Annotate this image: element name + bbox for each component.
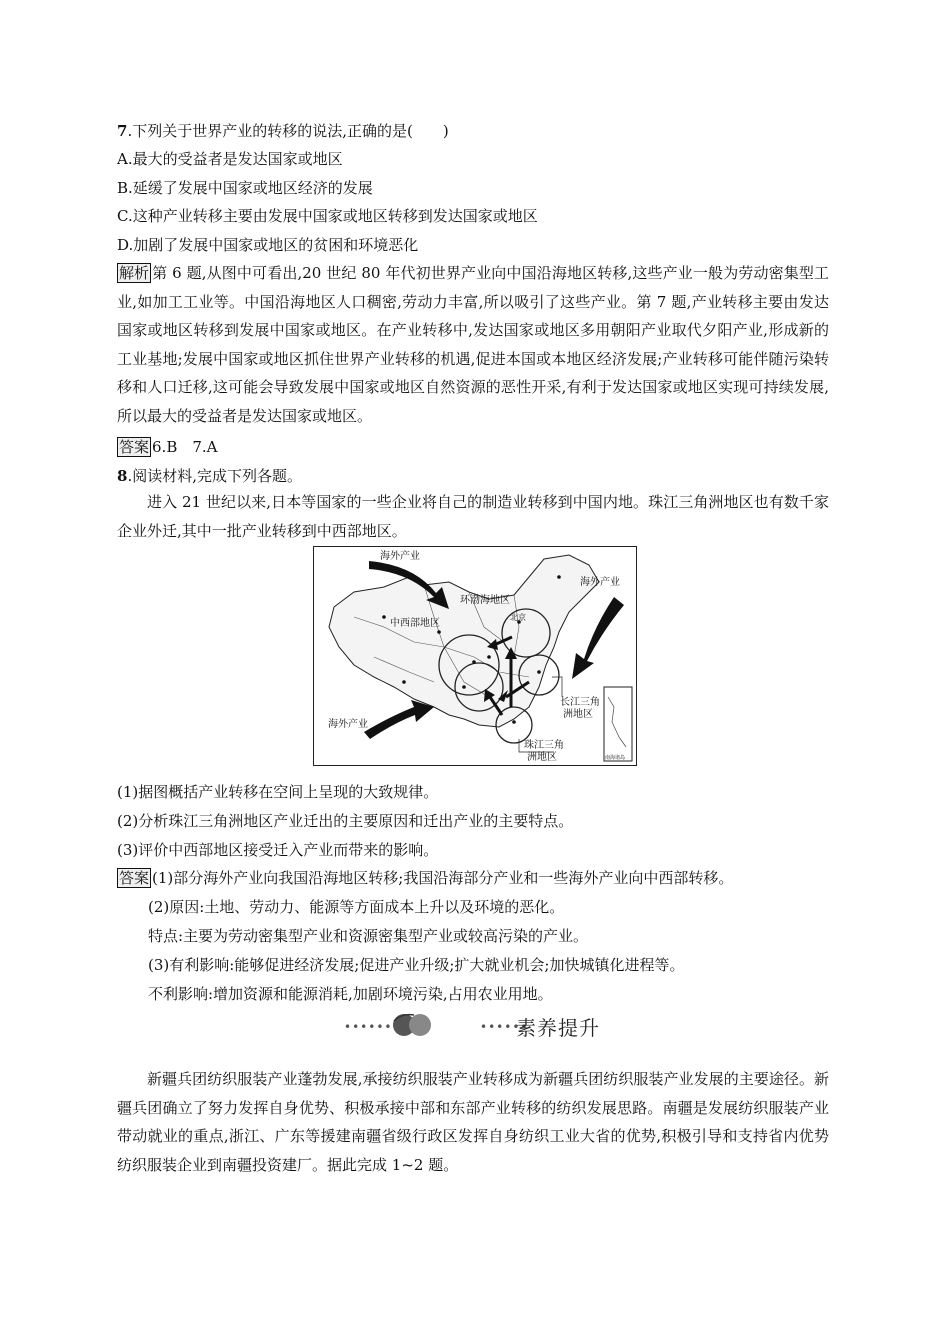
inset-box <box>604 687 632 761</box>
answer8-text-1: (1)部分海外产业向我国沿海地区转移;我国沿海部分产业和一些海外产业向中西部转移。 <box>152 869 734 887</box>
city-dot <box>487 655 491 659</box>
city-dot <box>557 575 561 579</box>
label-beijing: 北京 <box>510 613 526 622</box>
city-dot <box>512 720 516 724</box>
analysis-text: 第 6 题,从图中可看出,20 世纪 80 年代初世界产业向中国沿海地区转移,这些产业一般为劳动密集型工业,如加工工业等。中国沿海地区人口稠密,劳动力丰富,所以吸引了这些产业。第 7 题,产业转移主要由发达国家或地区转移到发展中国家或地区。在产业转移中,发达国家或地区多用朝阳产业取代夕阳产业,形成新的工业基地;发展中国家或地区抓住世界产业转移的机遇,促进本国或本地区经济发展;产业转移可能伴随污染转移和人口迁移,这可能会导致发展中国家或地区自然资源的恶性开采,有利于发达国家或地区实现可持续发展,所以最大的受益者是发达国家或地区。 <box>117 264 829 425</box>
leader-yangtze <box>552 677 562 697</box>
analysis-tag: 解析 <box>119 264 150 282</box>
city-dot <box>382 615 386 619</box>
q7-option-b: B.延缓了发展中国家或地区经济的发展 <box>117 179 373 197</box>
analysis-block <box>117 259 829 430</box>
label-overseas-ne: 海外产业 <box>580 577 620 588</box>
label-overseas-sw: 海外产业 <box>328 719 368 730</box>
q8-stem-text: .阅读材料,完成下列各题。 <box>127 467 302 485</box>
label-midwest: 中西部地区 <box>390 618 440 629</box>
city-dot <box>537 670 541 674</box>
label-yangtze-1: 长江三角 <box>560 697 600 708</box>
answer8-line-3: 特点:主要为劳动密集型产业和资源密集型产业或较高污染的产业。 <box>148 927 589 945</box>
label-pearl-1: 珠江三角 <box>524 740 564 751</box>
arrow-overseas-sw <box>364 700 434 739</box>
q8-stem <box>117 465 302 487</box>
banner-circles-icon <box>388 1012 440 1038</box>
q7-option-d: D.加剧了发展中国家或地区的贫困和环境恶化 <box>117 236 419 254</box>
q8-sub-2: (2)分析珠江三角洲地区产业迁出的主要原因和迁出产业的主要特点。 <box>117 812 574 830</box>
city-dot <box>462 685 466 689</box>
city-dot <box>402 680 406 684</box>
label-pearl-2: 洲地区 <box>527 752 557 763</box>
label-bohai: 环渤海地区 <box>460 595 510 606</box>
answer8-line-5: 不利影响:增加资源和能源消耗,加剧环境污染,占用农业用地。 <box>148 985 553 1003</box>
china-map-figure <box>314 547 636 765</box>
answer8-tag: 答案 <box>119 869 150 887</box>
q8-material: 进入 21 世纪以来,日本等国家的一些企业将自己的制造业转移到中国内地。珠江三角洲地区也有数千家企业外迁,其中一批产业转移到中西部地区。 <box>117 493 829 540</box>
section-banner <box>344 1010 614 1040</box>
answer8-line-4: (3)有利影响:能够促进经济发展;促进产业升级;扩大就业机会;加快城镇化进程等。 <box>148 956 685 974</box>
q8-sub-3: (3)评价中西部地区接受迁入产业而带来的影响。 <box>117 841 439 859</box>
label-overseas-nw: 海外产业 <box>380 551 420 562</box>
label-inset: 南海诸岛 <box>605 755 626 761</box>
section-title: 素养提升 <box>516 1016 600 1040</box>
q7-number: 7 <box>117 122 128 140</box>
label-yangtze-2: 洲地区 <box>563 709 593 720</box>
answer67-block <box>117 436 218 458</box>
q8-sub-1: (1)据图概括产业转移在空间上呈现的大致规律。 <box>117 783 439 801</box>
arrow-overseas-ne <box>572 597 624 679</box>
answer67-tag: 答案 <box>119 438 150 456</box>
answer67-text: 6.B 7.A <box>152 438 218 456</box>
q7-stem-text: .下列关于世界产业的转移的说法,正确的是( ) <box>127 122 449 140</box>
industry-transfer-map <box>313 546 637 766</box>
q8-number: 8 <box>117 467 128 485</box>
city-dot <box>437 630 441 634</box>
q7-option-c: C.这种产业转移主要由发展中国家或地区转移到发达国家或地区 <box>117 207 538 225</box>
q7-stem <box>117 120 449 142</box>
answer8-line-2: (2)原因:土地、劳动力、能源等方面成本上升以及环境的恶化。 <box>148 898 565 916</box>
city-dot <box>472 660 476 664</box>
banner-dots-left: •••••• <box>344 1020 393 1034</box>
q7-option-a: A.最大的受益者是发达国家或地区 <box>117 150 343 168</box>
banner-dots-right: •••••• <box>480 1020 529 1034</box>
passage: 新疆兵团纺织服装产业蓬勃发展,承接纺织服装产业转移成为新疆兵团纺织服装产业发展的主要途径。新疆兵团确立了努力发挥自身优势、积极承接中部和东部产业转移的纺织发展思路。南疆是发展纺织服装产业带动就业的重点,浙江、广东等援建南疆省级行政区发挥自身纺织工业大省的优势,积极引导和支持省内优势纺织服装企业到南疆投资建厂。据此完成 1~2 题。 <box>117 1070 829 1174</box>
answer8-line-1 <box>117 867 733 889</box>
china-outline <box>329 555 599 727</box>
